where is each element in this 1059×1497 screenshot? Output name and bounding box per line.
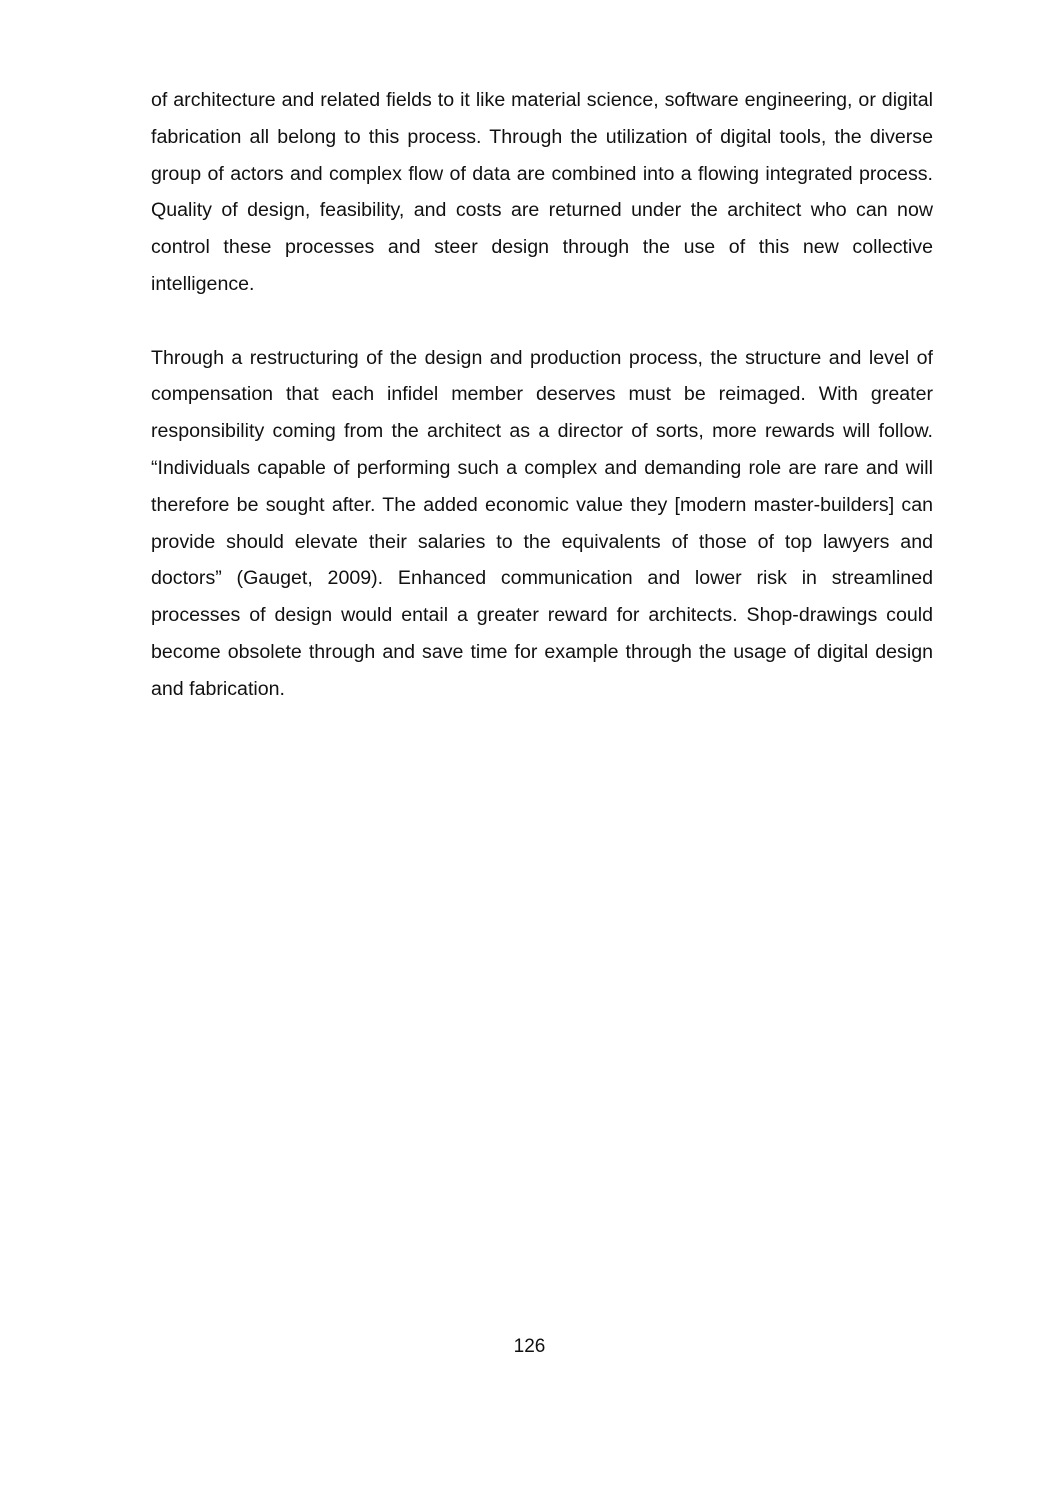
body-text (151, 82, 933, 744)
paragraph-2: Through a restructuring of the design and production process, the structure and level of compensation that each infidel member deserves must be reimaged. With greater responsibility coming from the architect as a director of sorts, more rewards will follow. “Individuals capable of performing such a complex and demanding role are rare and will therefore be sought after. The added economic value they [modern master-builders] can provide should elevate their salaries to the equivalents of those of top lawyers and doctors” (Gauget, 2009). Enhanced communication and lower risk in streamlined processes of design would entail a greater reward for architects. Shop-drawings could become obsolete through and save time for example through the usage of digital design and fabrication. (151, 346, 933, 700)
paragraph-1: of architecture and related fields to it like material science, software engineering, or digital fabrication all belong to this process. Through the utilization of digital tools, the diverse group of actors and complex flow of data are combined into a flowing integrated process. Quality of design, feasibility, and costs are returned under the architect who can now control these processes and steer design through the use of this new collective intelligence. (151, 89, 933, 295)
page-number: 126 (513, 1336, 546, 1357)
